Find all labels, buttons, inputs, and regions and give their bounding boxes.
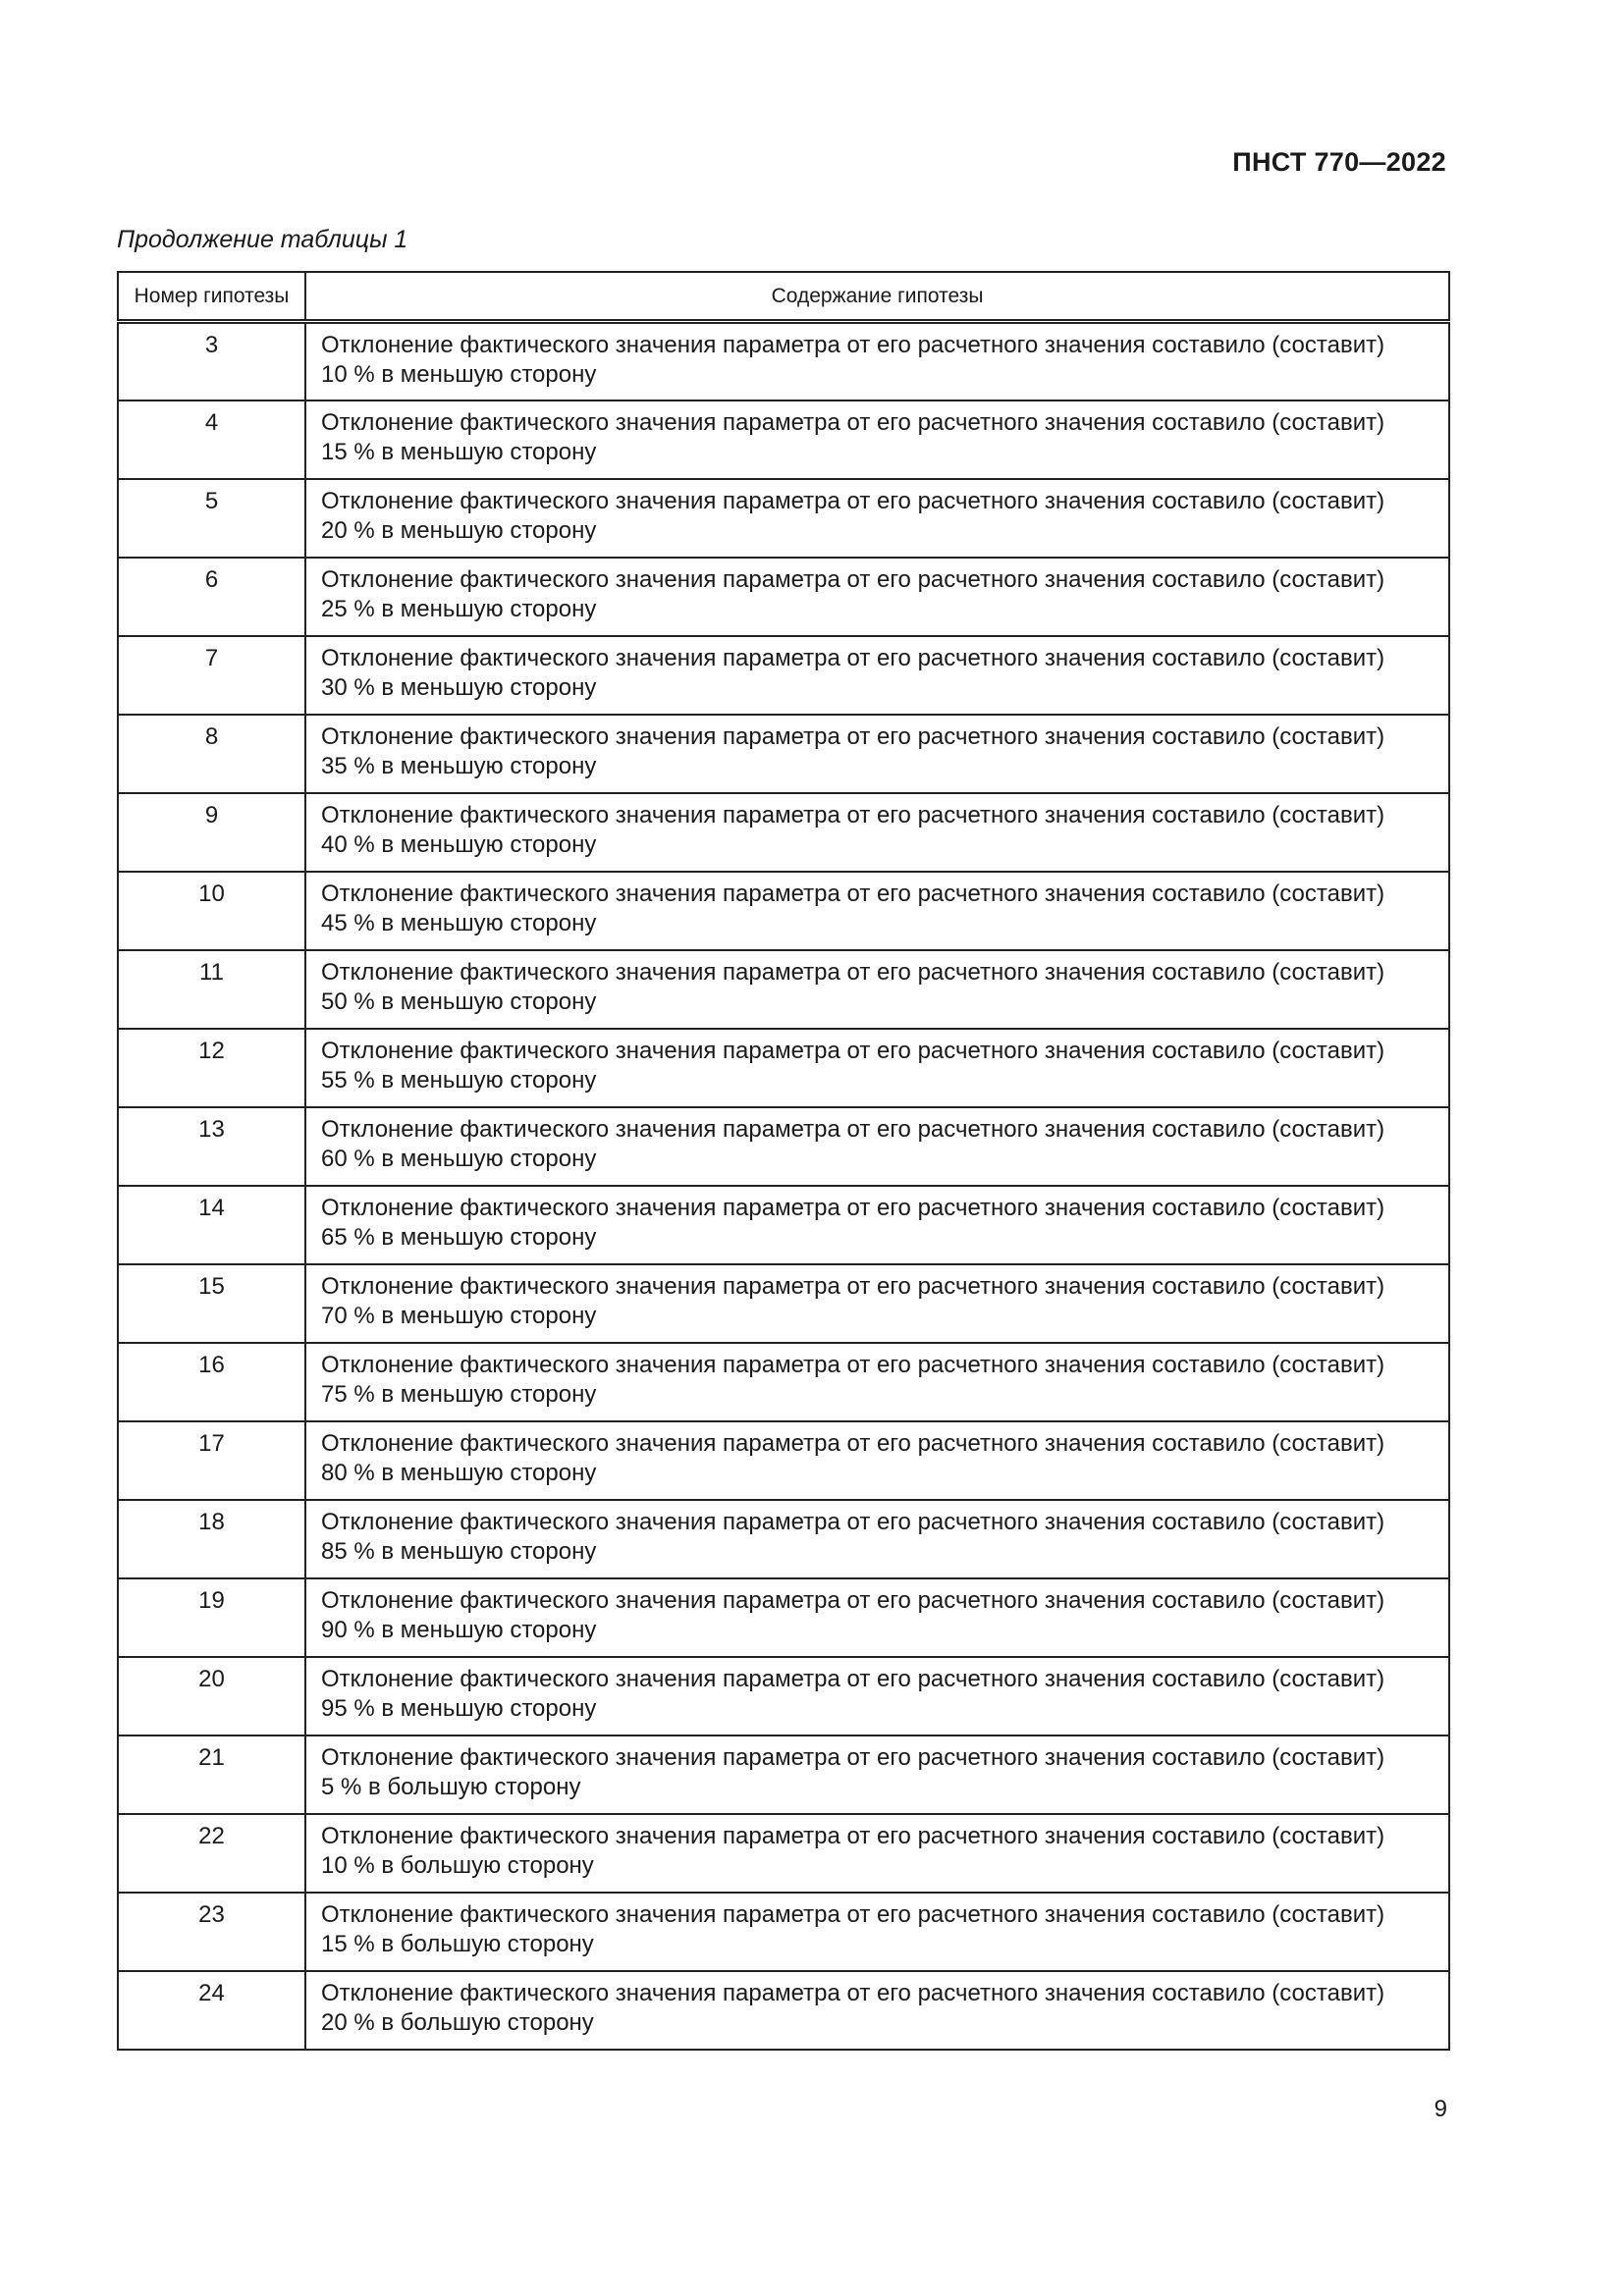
hypothesis-text-line: Отклонение фактического значения параметра от его расчетного значения составило (составит) (321, 1194, 1385, 1221)
hypothesis-text-line: Отклонение фактического значения параметра от его расчетного значения составило (составит) (321, 1743, 1385, 1771)
table-row (118, 1657, 1449, 1735)
table-row (118, 715, 1449, 793)
table-row (118, 1343, 1449, 1421)
hypothesis-content (305, 1814, 1449, 1893)
hypothesis-content (305, 950, 1449, 1029)
hypothesis-number: 15 (118, 1264, 305, 1343)
table-row (118, 1186, 1449, 1264)
hypothesis-number: 4 (118, 400, 305, 479)
column-header-number: Номер гипотезы (118, 272, 305, 322)
table-row (118, 1735, 1449, 1814)
table-row (118, 636, 1449, 715)
table-row (118, 322, 1449, 400)
table-row (118, 950, 1449, 1029)
page-number: 9 (1434, 2096, 1447, 2122)
hypothesis-text-line: Отклонение фактического значения параметра от его расчетного значения составило (составит) (321, 565, 1385, 593)
hypothesis-content (305, 1657, 1449, 1735)
hypothesis-deviation: 70 % в меньшую сторону (321, 1302, 597, 1329)
hypothesis-content (305, 793, 1449, 872)
hypothesis-number: 8 (118, 715, 305, 793)
hypothesis-content (305, 872, 1449, 950)
hypothesis-text-line: Отклонение фактического значения параметра от его расчетного значения составило (составит) (321, 1115, 1385, 1143)
hypothesis-text-line: Отклонение фактического значения параметра от его расчетного значения составило (составит) (321, 1665, 1385, 1692)
hypothesis-number: 5 (118, 479, 305, 558)
hypothesis-content (305, 1735, 1449, 1814)
hypothesis-content (305, 322, 1449, 400)
hypothesis-content (305, 1421, 1449, 1500)
hypothesis-number: 16 (118, 1343, 305, 1421)
hypothesis-deviation: 5 % в большую сторону (321, 1773, 581, 1800)
hypothesis-number: 18 (118, 1500, 305, 1578)
table-row (118, 1107, 1449, 1186)
table-caption: Продолжение таблицы 1 (117, 226, 408, 253)
hypothesis-text-line: Отклонение фактического значения параметра от его расчетного значения составило (составит) (321, 1037, 1385, 1064)
table-row (118, 1893, 1449, 1971)
hypothesis-deviation: 35 % в меньшую сторону (321, 752, 597, 779)
hypothesis-number: 17 (118, 1421, 305, 1500)
hypothesis-deviation: 10 % в большую сторону (321, 1851, 594, 1879)
hypothesis-text-line: Отклонение фактического значения параметра от его расчетного значения составило (составит) (321, 1429, 1385, 1457)
hypothesis-text-line: Отклонение фактического значения параметра от его расчетного значения составило (составит) (321, 1508, 1385, 1535)
table-row (118, 1814, 1449, 1893)
hypothesis-content (305, 558, 1449, 636)
hypothesis-deviation: 10 % в меньшую сторону (321, 361, 597, 388)
hypothesis-number: 23 (118, 1893, 305, 1971)
hypothesis-content (305, 636, 1449, 715)
hypothesis-deviation: 65 % в меньшую сторону (321, 1223, 597, 1251)
hypothesis-number: 10 (118, 872, 305, 950)
hypothesis-text-line: Отклонение фактического значения параметра от его расчетного значения составило (составит) (321, 1822, 1385, 1849)
hypothesis-number: 11 (118, 950, 305, 1029)
hypothesis-number: 20 (118, 1657, 305, 1735)
hypothesis-text-line: Отклонение фактического значения параметра от его расчетного значения составило (составит) (321, 1979, 1385, 2006)
hypothesis-text-line: Отклонение фактического значения параметра от его расчетного значения составило (составит) (321, 332, 1385, 358)
hypothesis-deviation: 90 % в меньшую сторону (321, 1616, 597, 1643)
table-row (118, 1500, 1449, 1578)
hypothesis-content (305, 1343, 1449, 1421)
hypothesis-content (305, 715, 1449, 793)
hypothesis-number: 6 (118, 558, 305, 636)
hypothesis-content (305, 1971, 1449, 2050)
hypothesis-content (305, 1264, 1449, 1343)
hypothesis-deviation: 20 % в большую сторону (321, 2008, 594, 2036)
hypothesis-deviation: 25 % в меньшую сторону (321, 595, 597, 622)
hypothesis-text-line: Отклонение фактического значения параметра от его расчетного значения составило (составит) (321, 1351, 1385, 1378)
hypothesis-deviation: 75 % в меньшую сторону (321, 1380, 597, 1408)
hypothesis-number: 14 (118, 1186, 305, 1264)
hypothesis-deviation: 55 % в меньшую сторону (321, 1066, 597, 1094)
hypothesis-text-line: Отклонение фактического значения параметра от его расчетного значения составило (составит) (321, 958, 1385, 986)
hypotheses-table (117, 271, 1450, 2051)
hypothesis-number: 19 (118, 1578, 305, 1657)
hypothesis-content (305, 479, 1449, 558)
hypothesis-deviation: 80 % в меньшую сторону (321, 1459, 597, 1486)
table-row (118, 872, 1449, 950)
table-body (118, 322, 1449, 2050)
hypothesis-content (305, 1107, 1449, 1186)
hypothesis-deviation: 20 % в меньшую сторону (321, 516, 597, 544)
document-code: ПНСТ 770—2022 (1232, 147, 1446, 177)
hypothesis-deviation: 85 % в меньшую сторону (321, 1537, 597, 1565)
hypothesis-content (305, 400, 1449, 479)
hypothesis-content (305, 1578, 1449, 1657)
hypothesis-number: 21 (118, 1735, 305, 1814)
hypothesis-deviation: 45 % в меньшую сторону (321, 909, 597, 936)
hypothesis-text-line: Отклонение фактического значения параметра от его расчетного значения составило (составит) (321, 801, 1385, 828)
hypothesis-number: 24 (118, 1971, 305, 2050)
hypothesis-content (305, 1500, 1449, 1578)
hypothesis-number: 13 (118, 1107, 305, 1186)
hypothesis-number: 3 (118, 322, 305, 400)
hypothesis-text-line: Отклонение фактического значения параметра от его расчетного значения составило (составит) (321, 487, 1385, 514)
hypothesis-number: 12 (118, 1029, 305, 1107)
hypothesis-text-line: Отклонение фактического значения параметра от его расчетного значения составило (составит) (321, 644, 1385, 671)
table-row (118, 1264, 1449, 1343)
table-row (118, 558, 1449, 636)
hypothesis-content (305, 1186, 1449, 1264)
hypothesis-deviation: 15 % в большую сторону (321, 1930, 594, 1957)
hypothesis-deviation: 15 % в меньшую сторону (321, 438, 597, 465)
hypothesis-number: 7 (118, 636, 305, 715)
hypothesis-text-line: Отклонение фактического значения параметра от его расчетного значения составило (составит) (321, 880, 1385, 907)
table-row (118, 1421, 1449, 1500)
hypothesis-deviation: 40 % в меньшую сторону (321, 830, 597, 858)
hypothesis-content (305, 1893, 1449, 1971)
table-row (118, 1971, 1449, 2050)
hypothesis-deviation: 95 % в меньшую сторону (321, 1694, 597, 1722)
table-row (118, 479, 1449, 558)
table-row (118, 1578, 1449, 1657)
table-row (118, 793, 1449, 872)
hypothesis-content (305, 1029, 1449, 1107)
table-row (118, 1029, 1449, 1107)
hypothesis-deviation: 60 % в меньшую сторону (321, 1145, 597, 1172)
hypothesis-text-line: Отклонение фактического значения параметра от его расчетного значения составило (составит) (321, 408, 1385, 436)
hypothesis-deviation: 30 % в меньшую сторону (321, 673, 597, 701)
hypothesis-text-line: Отклонение фактического значения параметра от его расчетного значения составило (составит) (321, 1272, 1385, 1300)
hypothesis-text-line: Отклонение фактического значения параметра от его расчетного значения составило (составит) (321, 1900, 1385, 1928)
table-header-row (118, 272, 1449, 322)
hypothesis-number: 22 (118, 1814, 305, 1893)
column-header-content: Содержание гипотезы (305, 272, 1449, 322)
table-row (118, 400, 1449, 479)
hypothesis-text-line: Отклонение фактического значения параметра от его расчетного значения составило (составит) (321, 722, 1385, 750)
hypothesis-number: 9 (118, 793, 305, 872)
hypothesis-text-line: Отклонение фактического значения параметра от его расчетного значения составило (составит) (321, 1586, 1385, 1614)
hypothesis-deviation: 50 % в меньшую сторону (321, 988, 597, 1015)
